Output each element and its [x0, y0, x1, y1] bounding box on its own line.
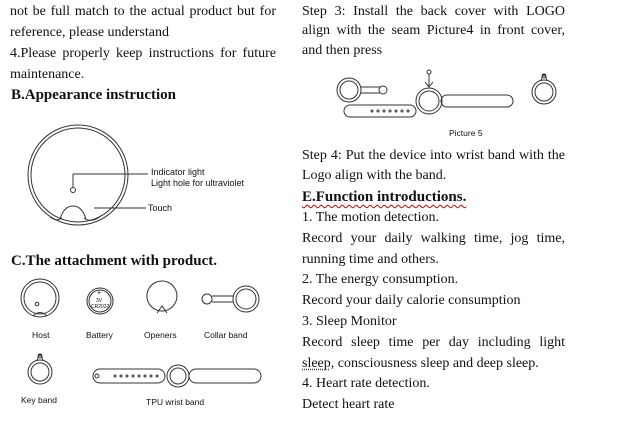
- step4-line-2: Logo align with the band.: [302, 168, 447, 183]
- heading-functions: E.Function introductions.: [302, 189, 467, 205]
- part-label-key-band: Key band: [21, 395, 57, 405]
- step3-line-3: and then press: [302, 43, 383, 58]
- function-2-title: 2. The energy consumption.: [302, 272, 459, 287]
- step4-line-1: Step 4: Put the device into wrist band with the: [302, 148, 565, 163]
- battery-voltage: 3V: [96, 298, 103, 304]
- step3-line-1: Step 3: Install the back cover with LOGO: [302, 4, 565, 19]
- function-3-line-2-rest: , consciousness sleep and deep sleep.: [330, 356, 539, 371]
- part-label-tpu-wrist-band: TPU wrist band: [146, 397, 205, 407]
- function-1-line-2: running time and others.: [302, 252, 439, 267]
- intro-line-2: reference, please understand: [10, 25, 169, 40]
- function-4-title: 4. Heart rate detection.: [302, 376, 430, 391]
- callout-touch: Touch: [148, 203, 173, 213]
- part-label-openers: Openers: [144, 330, 177, 340]
- function-1-title: 1. The motion detection.: [302, 210, 439, 225]
- step3-line-2: align with the seam Picture4 in front cover,: [302, 23, 565, 38]
- callout-indicator-light: Indicator light: [151, 167, 205, 177]
- function-3-sleep-word: sleep: [302, 356, 331, 371]
- intro-line-1: not be full match to the actual product but for: [10, 4, 276, 19]
- function-3-title: 3. Sleep Monitor: [302, 314, 397, 329]
- heading-attachment: C.The attachment with product.: [11, 253, 217, 269]
- battery-model: CR2032: [91, 304, 110, 310]
- function-3-line-1: Record sleep time per day including light: [302, 335, 565, 350]
- function-2-line-1: Record your daily calorie consumption: [302, 293, 521, 308]
- part-label-collar-band: Collar band: [204, 330, 248, 340]
- function-3-line-2: [302, 355, 539, 373]
- part-label-host: Host: [32, 330, 50, 340]
- picture5-caption: Picture 5: [449, 128, 483, 138]
- function-4-line-1: Detect heart rate: [302, 397, 395, 412]
- intro-line-4: maintenance.: [10, 67, 85, 82]
- battery-plus: +: [97, 290, 102, 297]
- function-1-line-1: Record your daily walking time, jog time,: [302, 231, 565, 246]
- callout-light-hole: Light hole for ultraviolet: [151, 178, 245, 188]
- part-label-battery: Battery: [86, 330, 113, 340]
- intro-line-3: 4.Please properly keep instructions for future: [10, 46, 276, 61]
- heading-appearance: B.Appearance instruction: [11, 87, 176, 103]
